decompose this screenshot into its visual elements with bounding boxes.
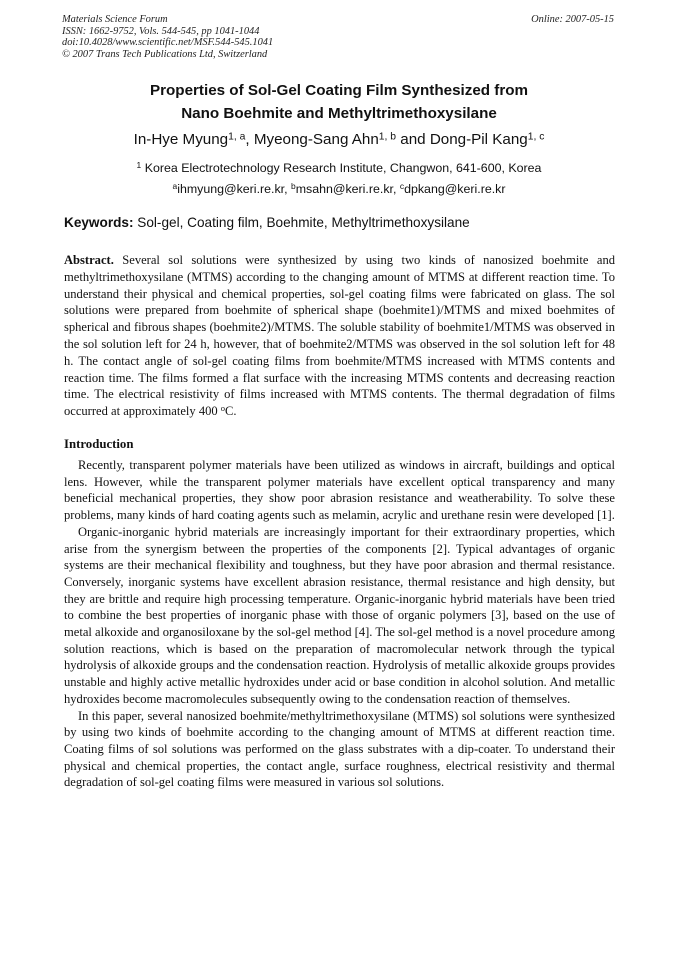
email-separator: , <box>284 182 291 196</box>
online-date: Online: 2007-05-15 <box>531 14 614 25</box>
journal-header <box>62 14 614 60</box>
author-separator: and <box>396 131 430 148</box>
keywords-label: Keywords: <box>64 215 134 230</box>
author-affiliation-mark: 1, a <box>228 131 246 143</box>
keywords-text: Sol-gel, Coating film, Boehmite, Methyltrimethoxysilane <box>137 215 470 230</box>
author-name: Dong-Pil Kang <box>429 131 528 148</box>
email-address[interactable]: ihmyung@keri.re.kr <box>177 182 285 196</box>
paragraph: Organic-inorganic hybrid materials are increasingly important for their extraordinary properties, which arise from the synergism between the properties of the components [2]. Typical advantages of organic systems are their mechanical flexibility and toughness, but they have poor abrasion and thermal resistance. Conversely, inorganic systems have excellent abrasion resistance, thermal resistance and high density, but they are brittle and require high processing temperature. Organic-inorganic hybrid materials have been tried to combine the best properties of inorganic phase with those of organic polymers [3], based on the use of metal alkoxide and organosiloxane by the sol-gel method [4]. The sol-gel method is a novel procedure among solution reactions, which is based on the preparation of macromolecular network through the typical hydrolysis of alkoxide groups and the condensation reaction. Hydrolysis of metallic alkoxide groups provides unstable and highly active metallic hydroxides under acid or base condition in alcohol solution. And metallic hydroxides become macromolecules subsequently owing to the condensation reaction of themselves. <box>64 524 615 706</box>
degree-mark: o <box>220 403 226 414</box>
email-address[interactable]: dpkang@keri.re.kr <box>404 182 506 196</box>
affiliation <box>60 159 618 177</box>
author-list <box>60 130 618 150</box>
doi-line: doi:10.4028/www.scientific.net/MSF.544-545.1041 <box>62 37 274 49</box>
keywords <box>64 214 616 232</box>
paper-title <box>60 79 618 125</box>
email-address[interactable]: msahn@keri.re.kr <box>295 182 393 196</box>
journal-name: Materials Science Forum <box>62 14 168 25</box>
paragraph: In this paper, several nanosized boehmite/methyltrimethoxysilane (MTMS) sol solutions were synthesized by using two kinds of boehmite according to the changing amount of MTMS at different reaction time. Coating films of sol solutions was performed on the glass substrates with a dip-coater. To understand their physical and chemical properties, the contact angle, surface roughness, electrical resistivity and thermal degradation of sol-gel coating films were measured in various sol solutions. <box>64 708 615 790</box>
section-heading-introduction: Introduction <box>64 437 134 451</box>
temperature-unit: C. <box>225 404 237 419</box>
email-mark: b <box>291 181 296 192</box>
abstract <box>64 252 615 420</box>
author-separator: , <box>245 131 254 148</box>
copyright-line: © 2007 Trans Tech Publications Ltd, Switzerland <box>62 48 268 60</box>
issn-line: ISSN: 1662-9752, Vols. 544-545, pp 1041-1044 <box>62 25 260 37</box>
title-line-2: Nano Boehmite and Methyltrimethoxysilane <box>181 105 497 122</box>
paragraph: Recently, transparent polymer materials have been utilized as windows in aircraft, buildings and optical lens. However, while the transparent polymer materials have excellent optical transparency and many beneficial mechanical properties, they show poor abrasion resistance and weatherability. To solve these problems, many kinds of hard coating agents such as melamin, acrylic and urethane resin were developed [1]. <box>64 458 615 523</box>
abstract-text: Several sol solutions were synthesized by using two kinds of nanosized boehmite and methyltrimethoxysilane (MTMS) according to the changing amount of MTMS at different reaction time. To understand their physical and chemical properties, sol-gel coating films were fabricated on glass. The sol solutions were prepared from boehmite of spherical shape (boehmite1)/MTMS and mixed boehmites of spherical and fibrous shapes (boehmite2)/MTMS. The soluble stability of boehmite1/MTMS was observed in the sol solution left for 24 h, however, that of boehmite2/MTMS was observed in the sol solution left for 48 h. The contact angle of sol-gel coating films from boehmite/MTMS increased with MTMS contents and reaction time. The films formed a flat surface with the increasing MTMS contents and decreasing reaction time. The electrical resistivity of films increased with MTMS contents. The thermal degradation of films occurred at approximately 400 <box>64 253 616 419</box>
author-name: Myeong-Sang Ahn <box>253 131 379 148</box>
email-mark: a <box>172 181 178 192</box>
email-list <box>60 180 618 198</box>
affiliation-text: Korea Electrotechnology Research Institute, Changwon, 641-600, Korea <box>144 161 542 175</box>
author-name: In-Hye Myung <box>133 131 229 148</box>
abstract-label: Abstract. <box>64 253 114 267</box>
author-affiliation-mark: 1, c <box>527 131 545 143</box>
affiliation-mark: 1 <box>136 160 142 171</box>
introduction-body <box>64 457 615 791</box>
title-line-1: Properties of Sol-Gel Coating Film Synthesized from <box>149 82 529 99</box>
email-mark: c <box>399 181 405 192</box>
email-separator: , <box>392 182 400 196</box>
author-affiliation-mark: 1, b <box>378 131 397 143</box>
